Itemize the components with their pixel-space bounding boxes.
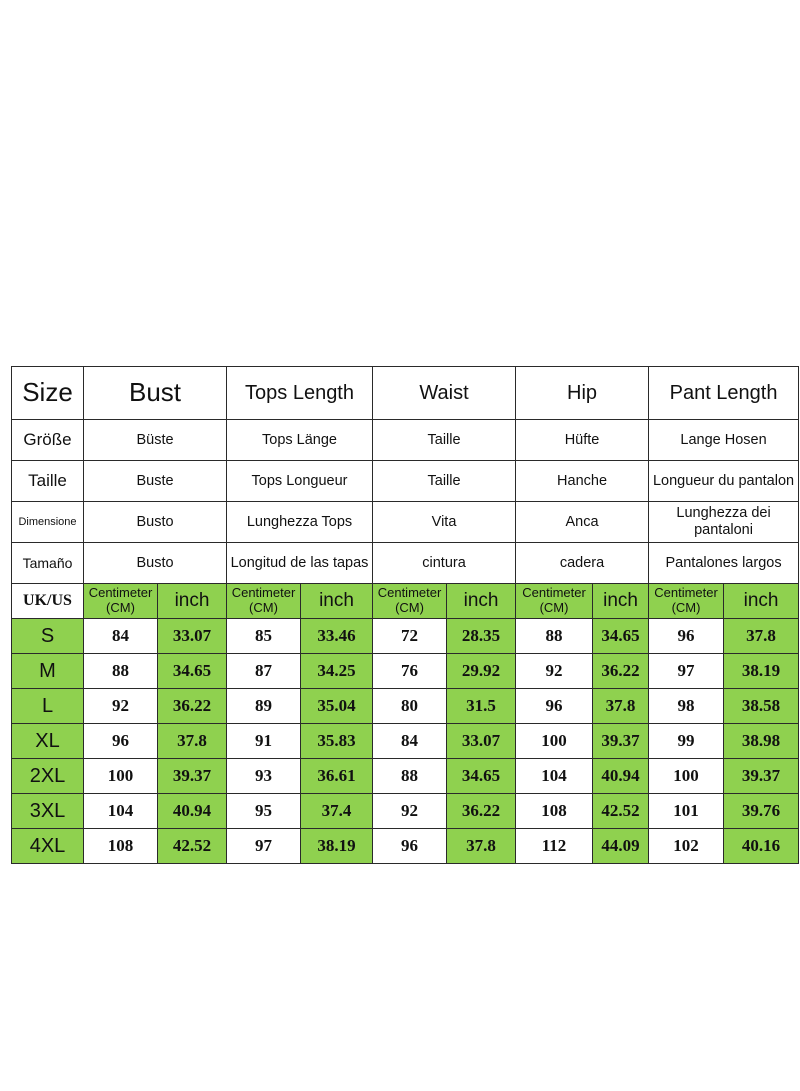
unit-inch-hip: inch — [593, 584, 649, 619]
translation-row — [12, 502, 799, 543]
inch-value-waist: 37.8 — [447, 829, 516, 864]
inch-value-waist: 33.07 — [447, 724, 516, 759]
cm-value-tops-length: 85 — [227, 619, 301, 654]
inch-value-pant-length: 39.76 — [724, 794, 799, 829]
translation-tops-length: Tops Longueur — [227, 461, 373, 502]
translation-waist: Taille — [373, 461, 516, 502]
size-label: 2XL — [12, 759, 84, 794]
cm-value-pant-length: 99 — [649, 724, 724, 759]
inch-value-bust: 39.37 — [158, 759, 227, 794]
inch-value-pant-length: 38.58 — [724, 689, 799, 724]
translation-label: Tamaño — [12, 543, 84, 584]
inch-value-waist: 36.22 — [447, 794, 516, 829]
translation-tops-length: Lunghezza Tops — [227, 502, 373, 543]
size-chart-body — [12, 367, 799, 864]
translation-waist: Taille — [373, 420, 516, 461]
size-label: XL — [12, 724, 84, 759]
translation-label: Taille — [12, 461, 84, 502]
column-header-waist: Waist — [373, 367, 516, 420]
inch-value-tops-length: 38.19 — [301, 829, 373, 864]
cm-value-waist: 72 — [373, 619, 447, 654]
header-row — [12, 367, 799, 420]
translation-hip: cadera — [516, 543, 649, 584]
cm-value-waist: 88 — [373, 759, 447, 794]
inch-value-hip: 40.94 — [593, 759, 649, 794]
cm-value-tops-length: 93 — [227, 759, 301, 794]
inch-value-hip: 42.52 — [593, 794, 649, 829]
inch-value-hip: 36.22 — [593, 654, 649, 689]
inch-value-tops-length: 35.04 — [301, 689, 373, 724]
inch-value-waist: 28.35 — [447, 619, 516, 654]
inch-value-waist: 34.65 — [447, 759, 516, 794]
inch-value-tops-length: 35.83 — [301, 724, 373, 759]
cm-value-hip: 92 — [516, 654, 593, 689]
translation-waist: cintura — [373, 543, 516, 584]
inch-value-tops-length: 33.46 — [301, 619, 373, 654]
cm-value-hip: 108 — [516, 794, 593, 829]
translation-hip: Hüfte — [516, 420, 649, 461]
size-row — [12, 689, 799, 724]
inch-value-hip: 44.09 — [593, 829, 649, 864]
unit-inch-tops-length: inch — [301, 584, 373, 619]
cm-value-bust: 88 — [84, 654, 158, 689]
size-label: 4XL — [12, 829, 84, 864]
unit-inch-pant-length: inch — [724, 584, 799, 619]
inch-value-pant-length: 38.19 — [724, 654, 799, 689]
unit-cm-tops-length: Centimeter (CM) — [227, 584, 301, 619]
translation-pant-length: Longueur du pantalon — [649, 461, 799, 502]
inch-value-tops-length: 34.25 — [301, 654, 373, 689]
inch-value-hip: 37.8 — [593, 689, 649, 724]
translation-pant-length: Lange Hosen — [649, 420, 799, 461]
column-header-bust: Bust — [84, 367, 227, 420]
inch-value-tops-length: 37.4 — [301, 794, 373, 829]
translation-label: Dimensione — [12, 502, 84, 543]
translation-waist: Vita — [373, 502, 516, 543]
inch-value-hip: 34.65 — [593, 619, 649, 654]
translation-row — [12, 420, 799, 461]
unit-row — [12, 584, 799, 619]
inch-value-bust: 34.65 — [158, 654, 227, 689]
size-header: Size — [12, 367, 84, 420]
unit-inch-bust: inch — [158, 584, 227, 619]
column-header-pant-length: Pant Length — [649, 367, 799, 420]
inch-value-pant-length: 40.16 — [724, 829, 799, 864]
cm-value-bust: 92 — [84, 689, 158, 724]
cm-value-tops-length: 97 — [227, 829, 301, 864]
column-header-hip: Hip — [516, 367, 649, 420]
inch-value-waist: 29.92 — [447, 654, 516, 689]
translation-row — [12, 543, 799, 584]
inch-value-hip: 39.37 — [593, 724, 649, 759]
size-row — [12, 724, 799, 759]
cm-value-tops-length: 87 — [227, 654, 301, 689]
cm-value-hip: 104 — [516, 759, 593, 794]
cm-value-hip: 96 — [516, 689, 593, 724]
cm-value-bust: 100 — [84, 759, 158, 794]
unit-cm-pant-length: Centimeter (CM) — [649, 584, 724, 619]
cm-value-hip: 88 — [516, 619, 593, 654]
translation-pant-length: Pantalones largos — [649, 543, 799, 584]
inch-value-waist: 31.5 — [447, 689, 516, 724]
inch-value-bust: 42.52 — [158, 829, 227, 864]
cm-value-pant-length: 101 — [649, 794, 724, 829]
size-chart-table — [11, 366, 799, 864]
inch-value-pant-length: 38.98 — [724, 724, 799, 759]
cm-value-waist: 76 — [373, 654, 447, 689]
cm-value-waist: 84 — [373, 724, 447, 759]
size-label: M — [12, 654, 84, 689]
size-row — [12, 794, 799, 829]
cm-value-pant-length: 100 — [649, 759, 724, 794]
unit-inch-waist: inch — [447, 584, 516, 619]
unit-cm-hip: Centimeter (CM) — [516, 584, 593, 619]
cm-value-tops-length: 91 — [227, 724, 301, 759]
inch-value-bust: 40.94 — [158, 794, 227, 829]
size-label: 3XL — [12, 794, 84, 829]
cm-value-tops-length: 89 — [227, 689, 301, 724]
translation-label: Größe — [12, 420, 84, 461]
cm-value-pant-length: 97 — [649, 654, 724, 689]
size-row — [12, 619, 799, 654]
translation-pant-length: Lunghezza dei pantaloni — [649, 502, 799, 543]
cm-value-bust: 104 — [84, 794, 158, 829]
translation-tops-length: Tops Länge — [227, 420, 373, 461]
inch-value-tops-length: 36.61 — [301, 759, 373, 794]
inch-value-bust: 33.07 — [158, 619, 227, 654]
cm-value-bust: 96 — [84, 724, 158, 759]
size-label: S — [12, 619, 84, 654]
cm-value-hip: 100 — [516, 724, 593, 759]
translation-bust: Buste — [84, 461, 227, 502]
unit-cm-bust: Centimeter (CM) — [84, 584, 158, 619]
size-row — [12, 829, 799, 864]
translation-bust: Büste — [84, 420, 227, 461]
cm-value-waist: 80 — [373, 689, 447, 724]
cm-value-hip: 112 — [516, 829, 593, 864]
size-row — [12, 654, 799, 689]
translation-hip: Anca — [516, 502, 649, 543]
cm-value-pant-length: 98 — [649, 689, 724, 724]
cm-value-tops-length: 95 — [227, 794, 301, 829]
inch-value-pant-length: 39.37 — [724, 759, 799, 794]
uk-us-label: UK/US — [12, 584, 84, 619]
translation-row — [12, 461, 799, 502]
translation-bust: Busto — [84, 502, 227, 543]
cm-value-waist: 92 — [373, 794, 447, 829]
inch-value-bust: 36.22 — [158, 689, 227, 724]
size-row — [12, 759, 799, 794]
translation-tops-length: Longitud de las tapas — [227, 543, 373, 584]
inch-value-bust: 37.8 — [158, 724, 227, 759]
size-label: L — [12, 689, 84, 724]
cm-value-pant-length: 102 — [649, 829, 724, 864]
inch-value-pant-length: 37.8 — [724, 619, 799, 654]
cm-value-bust: 84 — [84, 619, 158, 654]
translation-bust: Busto — [84, 543, 227, 584]
translation-hip: Hanche — [516, 461, 649, 502]
cm-value-waist: 96 — [373, 829, 447, 864]
cm-value-bust: 108 — [84, 829, 158, 864]
cm-value-pant-length: 96 — [649, 619, 724, 654]
column-header-tops-length: Tops Length — [227, 367, 373, 420]
unit-cm-waist: Centimeter (CM) — [373, 584, 447, 619]
